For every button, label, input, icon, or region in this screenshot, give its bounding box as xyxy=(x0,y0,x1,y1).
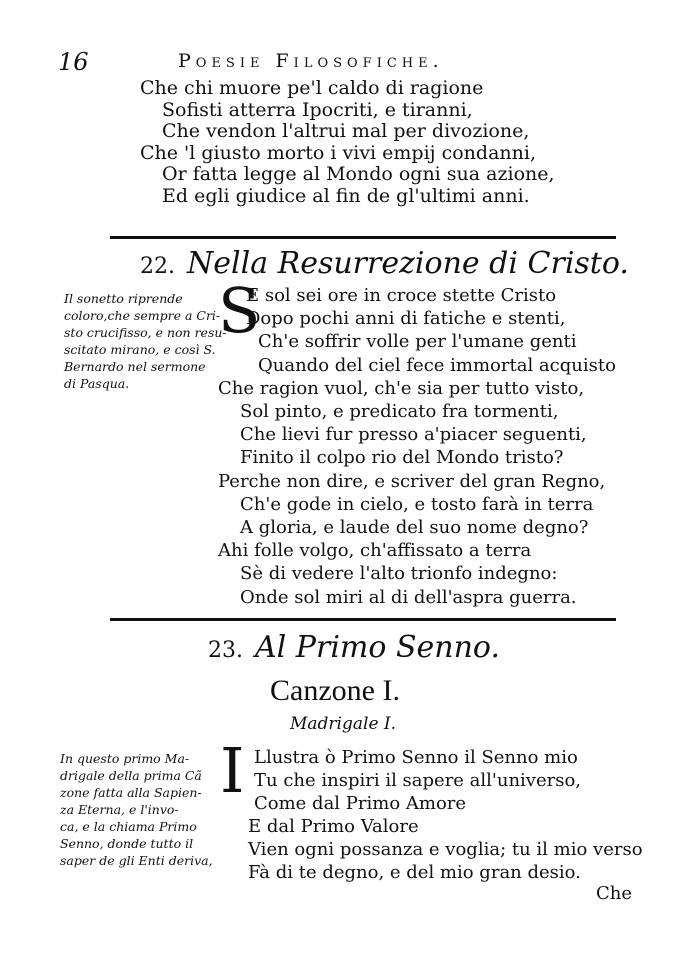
verse-line: Sol pinto, e predicato fra tormenti, xyxy=(240,401,559,423)
verse-line: Ed egli giudice al fin de gl'ultimi anni. xyxy=(162,184,530,207)
verse-line: Fà di te degno, e del mio gran desio. xyxy=(248,862,581,883)
poem-22-text xyxy=(218,284,616,609)
verse-line: Llustra ò Primo Senno il Senno mio xyxy=(254,747,578,768)
verse-line: Quando del ciel fece immortal acquisto xyxy=(258,354,616,376)
page-number: 16 xyxy=(58,48,89,76)
poem-title: Al Primo Senno. xyxy=(255,630,500,665)
poem-23-sidenote xyxy=(60,750,213,869)
verse-line: Perche non dire, e scriver del gran Regno, xyxy=(218,470,606,492)
verse-line: Or fatta legge al Mondo ogni sua azione, xyxy=(162,163,555,185)
sidenote-line: sto crucifisso, e non resu- xyxy=(64,325,227,340)
verse-line: Come dal Primo Amore xyxy=(254,793,467,814)
sidenote-line: zone fatta alla Sapien- xyxy=(60,785,202,800)
verse-line: Sofisti atterra Ipocriti, e tiranni, xyxy=(162,98,473,121)
verse-line: Che ragion vuol, ch'e sia per tutto visto, xyxy=(218,377,585,399)
poem-23-text xyxy=(248,746,643,884)
sidenote-line: scitato mirano, e così S. xyxy=(64,342,216,357)
verse-line: Ahi folle volgo, ch'affissato a terra xyxy=(218,540,532,562)
verse-line: Onde sol miri al di dell'aspra guerra. xyxy=(240,586,577,608)
poem-22-dropcap: S xyxy=(218,274,261,347)
verse-line: Ch'e soffrir volle per l'umane genti xyxy=(258,331,577,353)
sidenote-line: za Eterna, e l'invo- xyxy=(60,802,179,817)
verse-line: Dopo pochi anni di fatiche e stenti, xyxy=(246,308,566,330)
verse-line: Che chi muore pe'l caldo di ragione xyxy=(140,77,484,99)
verse-line: Che lievi fur presso a'piacer seguenti, xyxy=(240,424,587,446)
top-stanza xyxy=(140,78,555,207)
verse-line: Che 'l giusto morto i vivi empij condanni, xyxy=(140,141,536,164)
verse-line: Vien ogni possanza e voglia; tu il mio verso xyxy=(248,839,643,860)
verse-line: E sol sei ore in croce stette Cristo xyxy=(246,285,557,306)
poem-23-dropcap: I xyxy=(220,734,245,807)
verse-line: Ch'e gode in cielo, e tosto farà in terra xyxy=(240,493,594,515)
poem-23-heading xyxy=(208,630,500,665)
section-rule xyxy=(110,236,616,239)
section-rule xyxy=(110,618,616,621)
canzone-heading: Canzone I. xyxy=(270,674,400,707)
sidenote-line: Bernardo nel sermone xyxy=(64,359,206,374)
poem-number: 22. xyxy=(140,254,175,279)
verse-line: Sè di vedere l'alto trionfo indegno: xyxy=(240,563,558,585)
sidenote-line: coloro,che sempre a Cri- xyxy=(64,308,221,323)
verse-line: Che vendon l'altrui mal per divozione, xyxy=(162,120,530,142)
sidenote-line: Senno, donde tutto il xyxy=(60,836,194,851)
poem-22-sidenote xyxy=(64,290,227,392)
sidenote-line: drigale della prima Cã xyxy=(60,768,202,783)
sidenote-line: In questo primo Ma- xyxy=(60,751,190,766)
verse-line: A gloria, e laude del suo nome degno? xyxy=(240,517,589,539)
poem-title: Nella Resurrezione di Cristo. xyxy=(187,246,629,281)
catchword: Che xyxy=(596,883,633,904)
sidenote-line: ca, e la chiama Primo xyxy=(60,819,197,834)
sidenote-line: Il sonetto riprende xyxy=(64,291,183,306)
poem-number: 23. xyxy=(208,638,243,663)
verse-line: Tu che inspiri il sapere all'universo, xyxy=(254,770,582,791)
sidenote-line: saper de gli Enti deriva, xyxy=(60,853,213,868)
verse-line: E dal Primo Valore xyxy=(248,816,419,837)
poem-22-heading xyxy=(140,246,629,281)
verse-line: Finito il colpo rio del Mondo tristo? xyxy=(240,447,564,469)
madrigale-heading: Madrigale I. xyxy=(290,714,397,734)
running-head: Poesie Filosofiche. xyxy=(178,50,444,72)
sidenote-line: di Pasqua. xyxy=(64,376,130,391)
